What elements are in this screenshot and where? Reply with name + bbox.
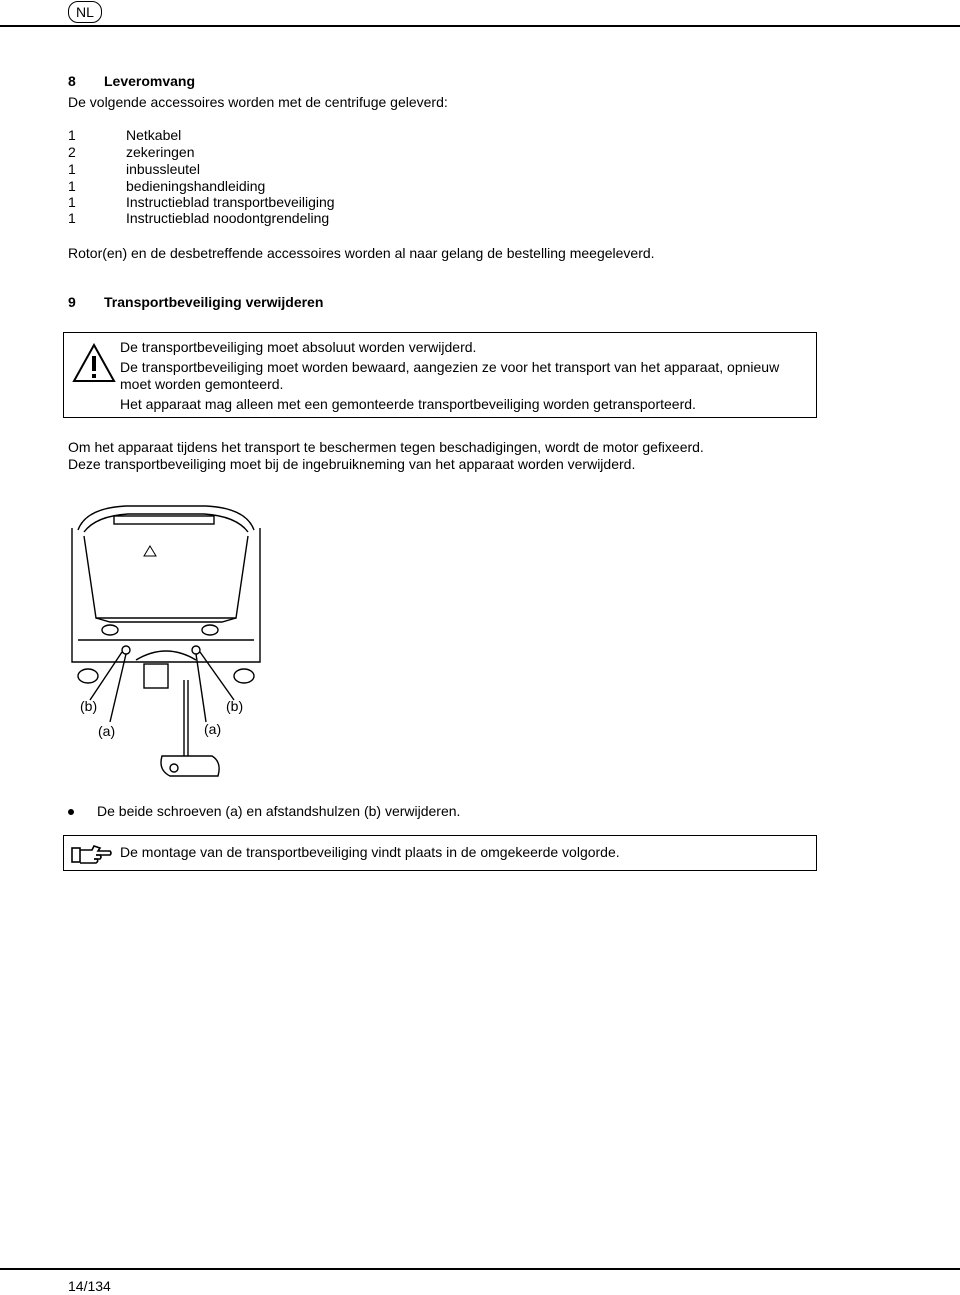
section-number: 8 <box>68 73 76 89</box>
centrifuge-underside-illustration <box>66 500 266 800</box>
section-8-heading <box>68 73 195 89</box>
item-quantity: 1 <box>68 178 76 194</box>
section-9-paragraph-1: Om het apparaat tijdens het transport te beschermen tegen beschadigingen, wordt de motor gefixeerd. <box>68 439 704 455</box>
pointing-hand-icon <box>70 842 112 866</box>
item-quantity: 1 <box>68 194 76 210</box>
item-quantity: 1 <box>68 127 76 143</box>
section-title: Transportbeveiliging verwijderen <box>104 294 324 310</box>
item-label: inbussleutel <box>126 161 200 177</box>
item-label: Netkabel <box>126 127 182 143</box>
warning-line: De transportbeveiliging moet absoluut worden verwijderd. <box>120 339 477 355</box>
instruction-bullet: De beide schroeven (a) en afstandshulzen (b) verwijderen. <box>97 803 461 819</box>
item-label: bedieningshandleiding <box>126 178 266 194</box>
warning-box <box>63 332 817 418</box>
section-title: Leveromvang <box>104 73 196 89</box>
page-number: 14/134 <box>68 1278 111 1294</box>
label-b-right: (b) <box>226 698 244 714</box>
item-quantity: 1 <box>68 161 76 177</box>
header-rule <box>0 25 960 27</box>
section-8-note: Rotor(en) en de desbetreffende accessoires worden al naar gelang de bestelling meegeleverd. <box>68 245 655 261</box>
language-badge: NL <box>68 1 102 23</box>
section-9-heading <box>68 294 323 310</box>
item-label: zekeringen <box>126 144 195 160</box>
section-8-intro: De volgende accessoires worden met de centrifuge geleverd: <box>68 94 448 110</box>
warning-triangle-icon <box>72 343 116 383</box>
label-a-left: (a) <box>98 723 116 739</box>
note-box <box>63 835 817 871</box>
warning-line: De transportbeveiliging moet worden bewaard, aangezien ze voor het transport van het apparaat, opnieuw moet worden gemonteerd. <box>120 359 780 392</box>
section-9-paragraph-2: Deze transportbeveiliging moet bij de ingebruikneming van het apparaat worden verwijderd. <box>68 456 636 472</box>
section-number: 9 <box>68 294 76 310</box>
label-a-right: (a) <box>204 721 222 737</box>
item-label: Instructieblad noodontgrendeling <box>126 210 330 226</box>
warning-line: Het apparaat mag alleen met een gemonteerde transportbeveiliging worden getransporteerd. <box>120 396 696 412</box>
warning-text <box>120 339 810 416</box>
item-quantity: 2 <box>68 144 76 160</box>
item-quantity: 1 <box>68 210 76 226</box>
footer-rule <box>0 1268 960 1270</box>
bullet-dot <box>68 809 74 815</box>
note-text: De montage van de transportbeveiliging vindt plaats in de omgekeerde volgorde. <box>120 844 620 860</box>
label-b-left: (b) <box>80 698 98 714</box>
item-label: Instructieblad transportbeveiliging <box>126 194 335 210</box>
